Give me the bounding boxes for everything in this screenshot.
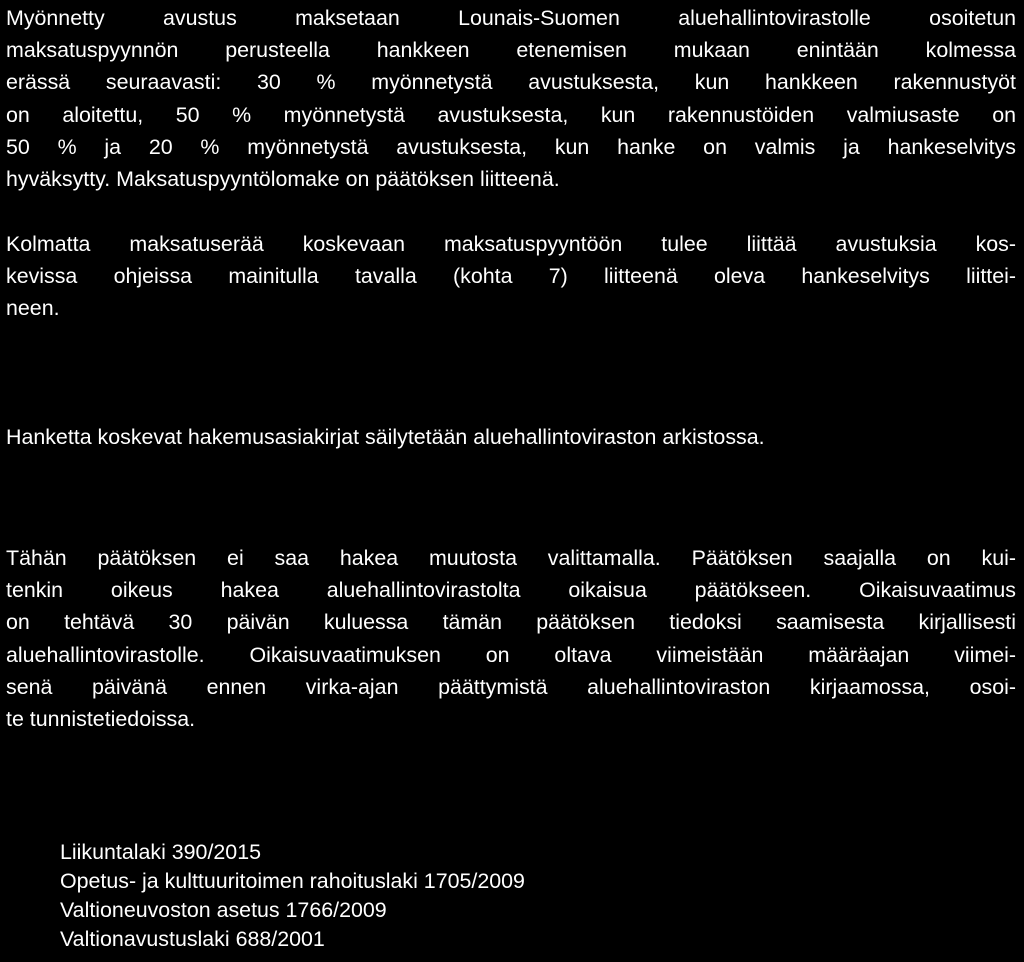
text-line: senä päivänä ennen virka-ajan päättymistä aluehallintoviraston kirjaamossa, osoi- bbox=[6, 674, 1016, 699]
text-line: erässä seuraavasti: 30 % myönnetystä avustuksesta, kun hankkeen rakennustyöt bbox=[6, 70, 1016, 95]
law-item: Liikuntalaki 390/2015 bbox=[60, 840, 261, 864]
text-line: Tähän päätöksen ei saa hakea muutosta valittamalla. Päätöksen saajalla on kui- bbox=[6, 546, 1016, 570]
text-line: tenkin oikeus hakea aluehallintovirastolta oikaisua päätökseen. Oikaisuvaatimus bbox=[6, 578, 1016, 603]
text-line: te tunnistetiedoissa. bbox=[6, 707, 196, 732]
text-line: Myönnetty avustus maksetaan Lounais-Suomen aluehallintovirastolle osoitetun bbox=[6, 6, 1016, 30]
text-line: hyväksytty. Maksatuspyyntölomake on päätöksen liitteenä. bbox=[6, 167, 560, 192]
appeal-paragraph bbox=[6, 542, 1016, 735]
applicable-laws-list bbox=[60, 838, 760, 954]
text-line: maksatuspyynnön perusteella hankkeen etenemisen mukaan enintään kolmessa bbox=[6, 38, 1016, 63]
text-line: kevissa ohjeissa mainitulla tavalla (kohta 7) liitteenä oleva hankeselvitys liittei- bbox=[6, 264, 1016, 289]
law-item: Opetus- ja kulttuuritoimen rahoituslaki 1705/2009 bbox=[60, 869, 525, 893]
third-installment-paragraph bbox=[6, 228, 1016, 325]
archive-paragraph bbox=[6, 421, 1016, 453]
text-line: on aloitettu, 50 % myönnetystä avustuksesta, kun rakennustöiden valmiusaste on bbox=[6, 102, 1016, 127]
payment-terms-paragraph bbox=[6, 2, 1016, 195]
text-line: neen. bbox=[6, 296, 60, 321]
text-line: Kolmatta maksatuserää koskevaan maksatuspyyntöön tulee liittää avustuksia kos- bbox=[6, 232, 1016, 256]
text-line: 50 % ja 20 % myönnetystä avustuksesta, kun hanke on valmis ja hankeselvitys bbox=[6, 134, 1016, 159]
law-item: Valtionavustuslaki 688/2001 bbox=[60, 927, 325, 951]
law-item: Valtioneuvoston asetus 1766/2009 bbox=[60, 898, 387, 922]
text-line: aluehallintovirastolle. Oikaisuvaatimuksen on oltava viimeistään määräajan viimei- bbox=[6, 642, 1016, 667]
text-line: on tehtävä 30 päivän kuluessa tämän päätöksen tiedoksi saamisesta kirjallisesti bbox=[6, 610, 1016, 635]
text-line: Hanketta koskevat hakemusasiakirjat säilytetään aluehallintoviraston arkistossa. bbox=[6, 425, 765, 449]
